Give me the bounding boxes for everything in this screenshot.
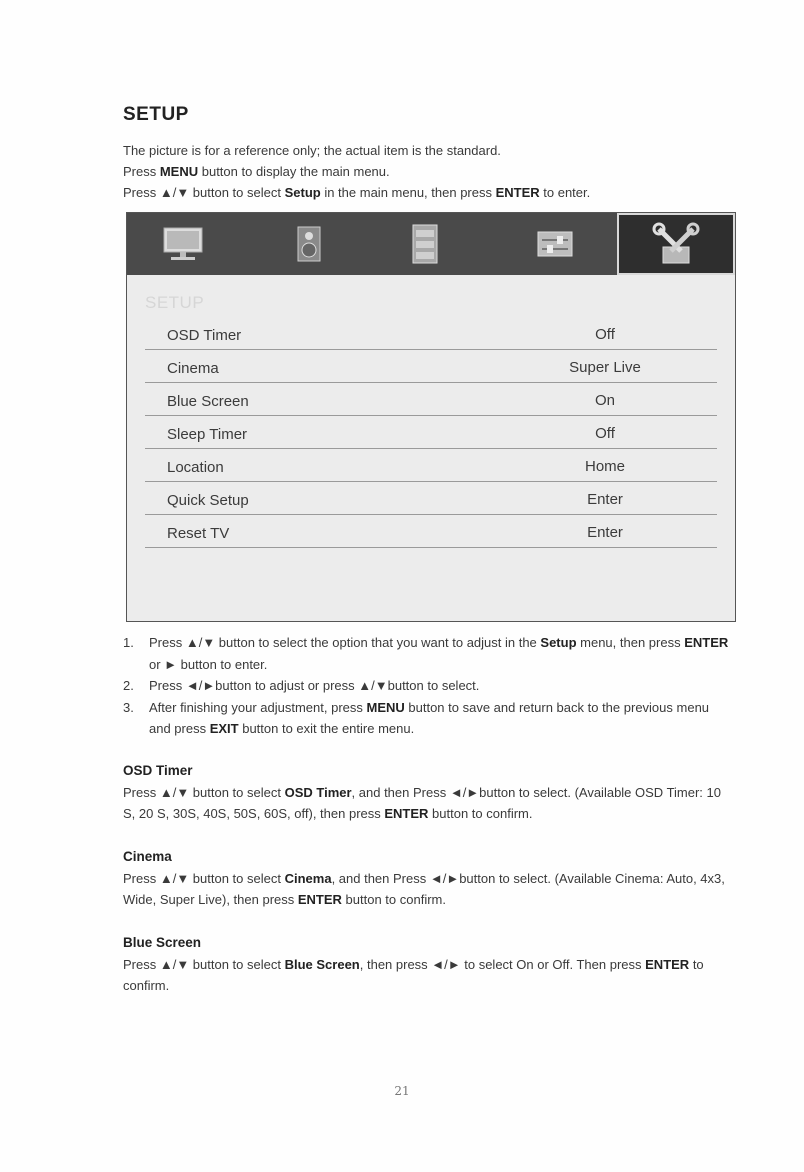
section-heading: Blue Screen	[123, 935, 202, 950]
page-number: 21	[394, 1084, 410, 1098]
section-heading: OSD Timer	[123, 763, 193, 778]
intro-line-1: The picture is for a reference only; the actual item is the standard.	[123, 143, 501, 158]
section-body: Press ▲/▼ button to select OSD Timer, and then Press ◄/►button to select. (Available OSD Timer: 10 S, 20 S, 30S, 40S, 50S, 60S, off), then press ENTER button to confirm.	[123, 784, 721, 821]
section-heading: Cinema	[123, 849, 172, 864]
menu-item-value: Off	[595, 425, 615, 442]
menu-item-value: Off	[595, 326, 615, 343]
menu-item-location[interactable]	[145, 449, 717, 482]
menu-item-label: Cinema	[167, 360, 219, 377]
menu-item-label: Sleep Timer	[167, 426, 248, 443]
menu-item-blue-screen[interactable]	[145, 383, 717, 416]
step-2: 2. Press ◄/►button to adjust or press ▲/▼button to select.	[123, 678, 480, 693]
setup-menu-screenshot	[126, 212, 736, 622]
section-body: Press ▲/▼ button to select Blue Screen, then press ◄/► to select On or Off. Then press ENTER to confirm.	[123, 956, 704, 993]
menu-title: SETUP	[145, 293, 205, 312]
menu-item-value: On	[594, 392, 615, 409]
menu-item-label: Quick Setup	[167, 492, 249, 509]
menu-item-value: Enter	[587, 524, 623, 541]
speaker-icon	[294, 224, 324, 264]
tab-sound[interactable]	[261, 213, 357, 275]
menu-item-cinema[interactable]	[145, 350, 717, 383]
section-cinema	[123, 846, 733, 911]
menu-item-osd-timer[interactable]	[145, 317, 717, 350]
monitor-icon	[161, 224, 205, 264]
menu-item-value: Enter	[587, 491, 623, 508]
menu-item-label: Reset TV	[167, 525, 230, 542]
sliders-icon	[535, 226, 575, 262]
menu-item-reset-tv[interactable]	[145, 515, 717, 548]
instruction-steps	[123, 632, 733, 740]
step-3: 3. After finishing your adjustment, press MENU button to save and return back to the previous menu and press EXIT button to exit the entire menu.	[123, 699, 710, 736]
section-body: Press ▲/▼ button to select Cinema, and then Press ◄/►button to select. (Available Cinema: Auto, 4x3, Wide, Super Live), then press ENTER button to confirm.	[123, 870, 725, 907]
intro-line-3: Press ▲/▼ button to select Setup in the main menu, then press ENTER to enter.	[123, 185, 591, 200]
tab-setup[interactable]	[617, 213, 735, 275]
menu-item-value: Home	[584, 458, 625, 475]
section-osd-timer	[123, 760, 733, 825]
tab-channel[interactable]	[377, 213, 473, 275]
menu-item-value: Super Live	[569, 359, 641, 376]
tab-picture[interactable]	[135, 213, 231, 275]
menu-item-quick-setup[interactable]	[145, 482, 717, 515]
cabinet-icon	[410, 222, 440, 266]
step-1: 1. Press ▲/▼ button to select the option that you want to adjust in the Setup menu, then press ENTER or ► button to enter.	[123, 635, 729, 672]
section-blue-screen	[123, 932, 733, 997]
menu-item-label: Blue Screen	[167, 393, 249, 410]
menu-item-label: OSD Timer	[167, 327, 242, 344]
menu-item-label: Location	[167, 459, 224, 476]
tools-icon	[651, 221, 701, 267]
intro-line-2: Press MENU button to display the main menu.	[123, 164, 390, 179]
menu-item-sleep-timer[interactable]	[145, 416, 717, 449]
menu-tab-bar	[127, 213, 735, 275]
tab-function[interactable]	[507, 213, 603, 275]
intro-text	[123, 140, 590, 203]
page-title: SETUP	[123, 104, 189, 125]
